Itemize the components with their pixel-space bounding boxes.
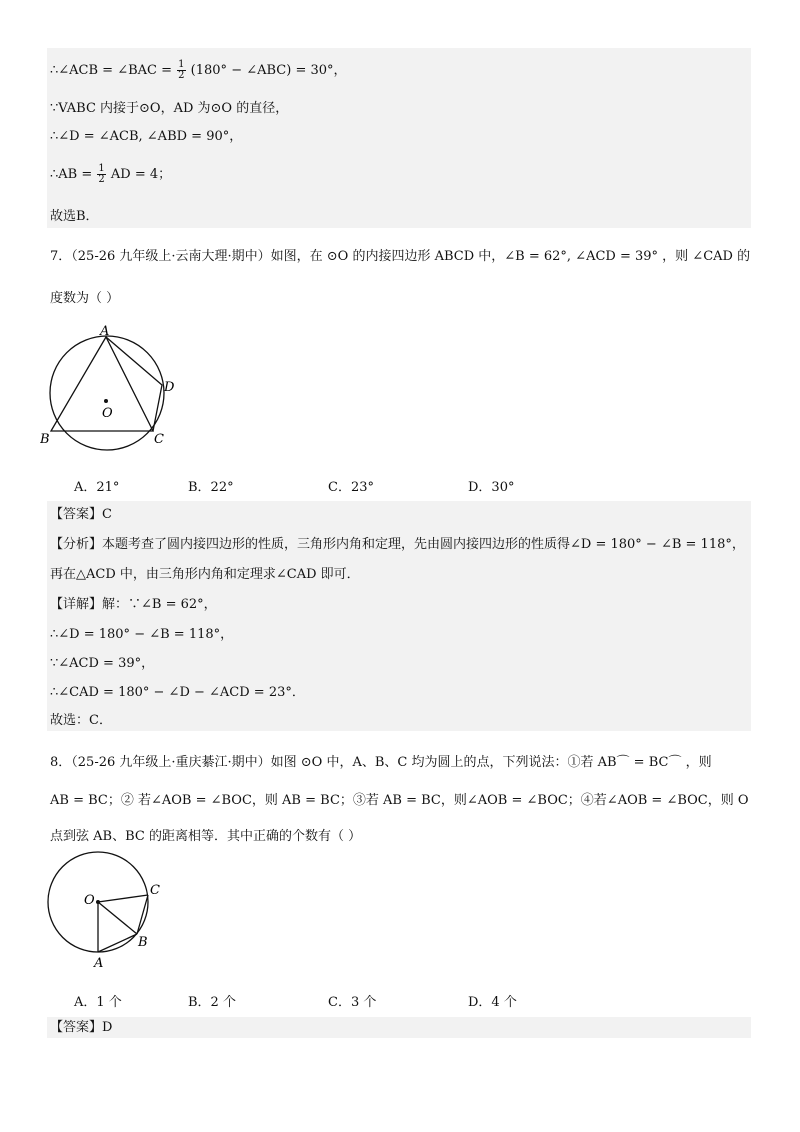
center-point-o — [104, 399, 108, 403]
point-label-b: B — [138, 935, 148, 950]
fraction-half — [177, 60, 185, 81]
fraction-numerator-2: 1 — [98, 163, 105, 174]
point-label-c: C — [150, 883, 160, 898]
point-label-o: O — [84, 893, 95, 908]
question-7-answer: 【答案】C — [50, 507, 112, 522]
fraction-denominator-2: 2 — [98, 174, 105, 185]
question-8-stem-2: AB = BC；② 若∠AOB = ∠BOC，则 AB = BC；③若 AB = BC，则∠AOB = ∠BOC；④若∠AOB = ∠BOC，则 O — [50, 793, 749, 808]
solution-line-3: ∴∠D = ∠ACB, ∠ABD = 90°， — [50, 129, 243, 144]
question-7-figure — [40, 325, 190, 455]
circle-o — [50, 336, 164, 450]
center-point-o — [96, 900, 100, 904]
question-8-option-b: B．2 个 — [188, 995, 236, 1010]
point-label-a: A — [94, 956, 104, 971]
solution-line-2: ∵VABC 内接于⊙O，AD 为⊙O 的直径， — [50, 101, 289, 116]
question-8-answer: 【答案】D — [50, 1020, 113, 1035]
question-8-figure — [40, 850, 170, 972]
chord-ab — [98, 934, 137, 952]
point-label-b: B — [40, 432, 50, 447]
question-7-detail-3: ∵∠ACD = 39°， — [50, 656, 155, 671]
solution-line-4-pre: ∴AB = — [50, 167, 93, 182]
point-label-d: D — [164, 380, 175, 395]
question-7-option-c: C．23° — [328, 480, 374, 495]
question-7-option-a: A．21° — [74, 480, 120, 495]
point-label-c: C — [154, 432, 164, 447]
question-7-conclusion: 故选：C． — [50, 713, 112, 728]
radius-ob — [98, 902, 137, 934]
point-label-a: A — [100, 325, 110, 339]
question-7-option-b: B．22° — [188, 480, 234, 495]
question-7-detail-2: ∴∠D = 180° − ∠B = 118°， — [50, 627, 234, 642]
question-8-option-d: D．4 个 — [468, 995, 517, 1010]
quad-side-ad-dc — [106, 337, 162, 431]
question-7-stem-2: 度数为（ ） — [50, 291, 120, 306]
point-label-o: O — [102, 406, 113, 421]
question-8-option-c: C．3 个 — [328, 995, 377, 1010]
fraction-numerator: 1 — [178, 59, 185, 70]
question-8-stem-3: 点到弦 AB、BC 的距离相等．其中正确的个数有（ ） — [50, 829, 362, 844]
question-7-analysis-1: 【分析】本题考查了圆内接四边形的性质，三角形内角和定理，先由圆内接四边形的性质得∠D = 180° − ∠B = 118°， — [50, 537, 745, 552]
question-7-detail-1: 【详解】解：∵∠B = 62°， — [50, 597, 217, 612]
solution-line-1-pre: ∴∠ACB = ∠BAC = — [50, 63, 173, 78]
solution-line-4-post: AD = 4； — [110, 167, 172, 182]
question-8-option-a: A．1 个 — [74, 995, 122, 1010]
question-7-option-d: D．30° — [468, 480, 515, 495]
solution-line-1 — [50, 60, 347, 81]
solution-line-1-post: (180° − ∠ABC) = 30°， — [190, 63, 347, 78]
question-7-detail-4: ∴∠CAD = 180° − ∠D − ∠ACD = 23°． — [50, 685, 305, 700]
fraction-denominator: 2 — [178, 70, 185, 81]
solution-conclusion: 故选B． — [50, 209, 99, 224]
question-7-analysis-2: 再在△ACD 中，由三角形内角和定理求∠CAD 即可． — [50, 567, 360, 582]
solution-line-4 — [50, 164, 171, 185]
answer-block-8-shade — [47, 1017, 751, 1038]
question-8-stem-1: 8．（25-26 九年级上·重庆綦江·期中）如图 ⊙O 中，A、B、C 均为圆上的点，下列说法：①若 AB⌒ = BC⌒ ，则 — [50, 755, 712, 770]
fraction-half-2 — [97, 164, 105, 185]
radius-oc — [98, 895, 148, 902]
question-7-stem-1: 7．（25-26 九年级上·云南大理·期中）如图，在 ⊙O 的内接四边形 ABCD 中，∠B = 62°, ∠ACD = 39° ，则 ∠CAD 的 — [50, 249, 751, 264]
